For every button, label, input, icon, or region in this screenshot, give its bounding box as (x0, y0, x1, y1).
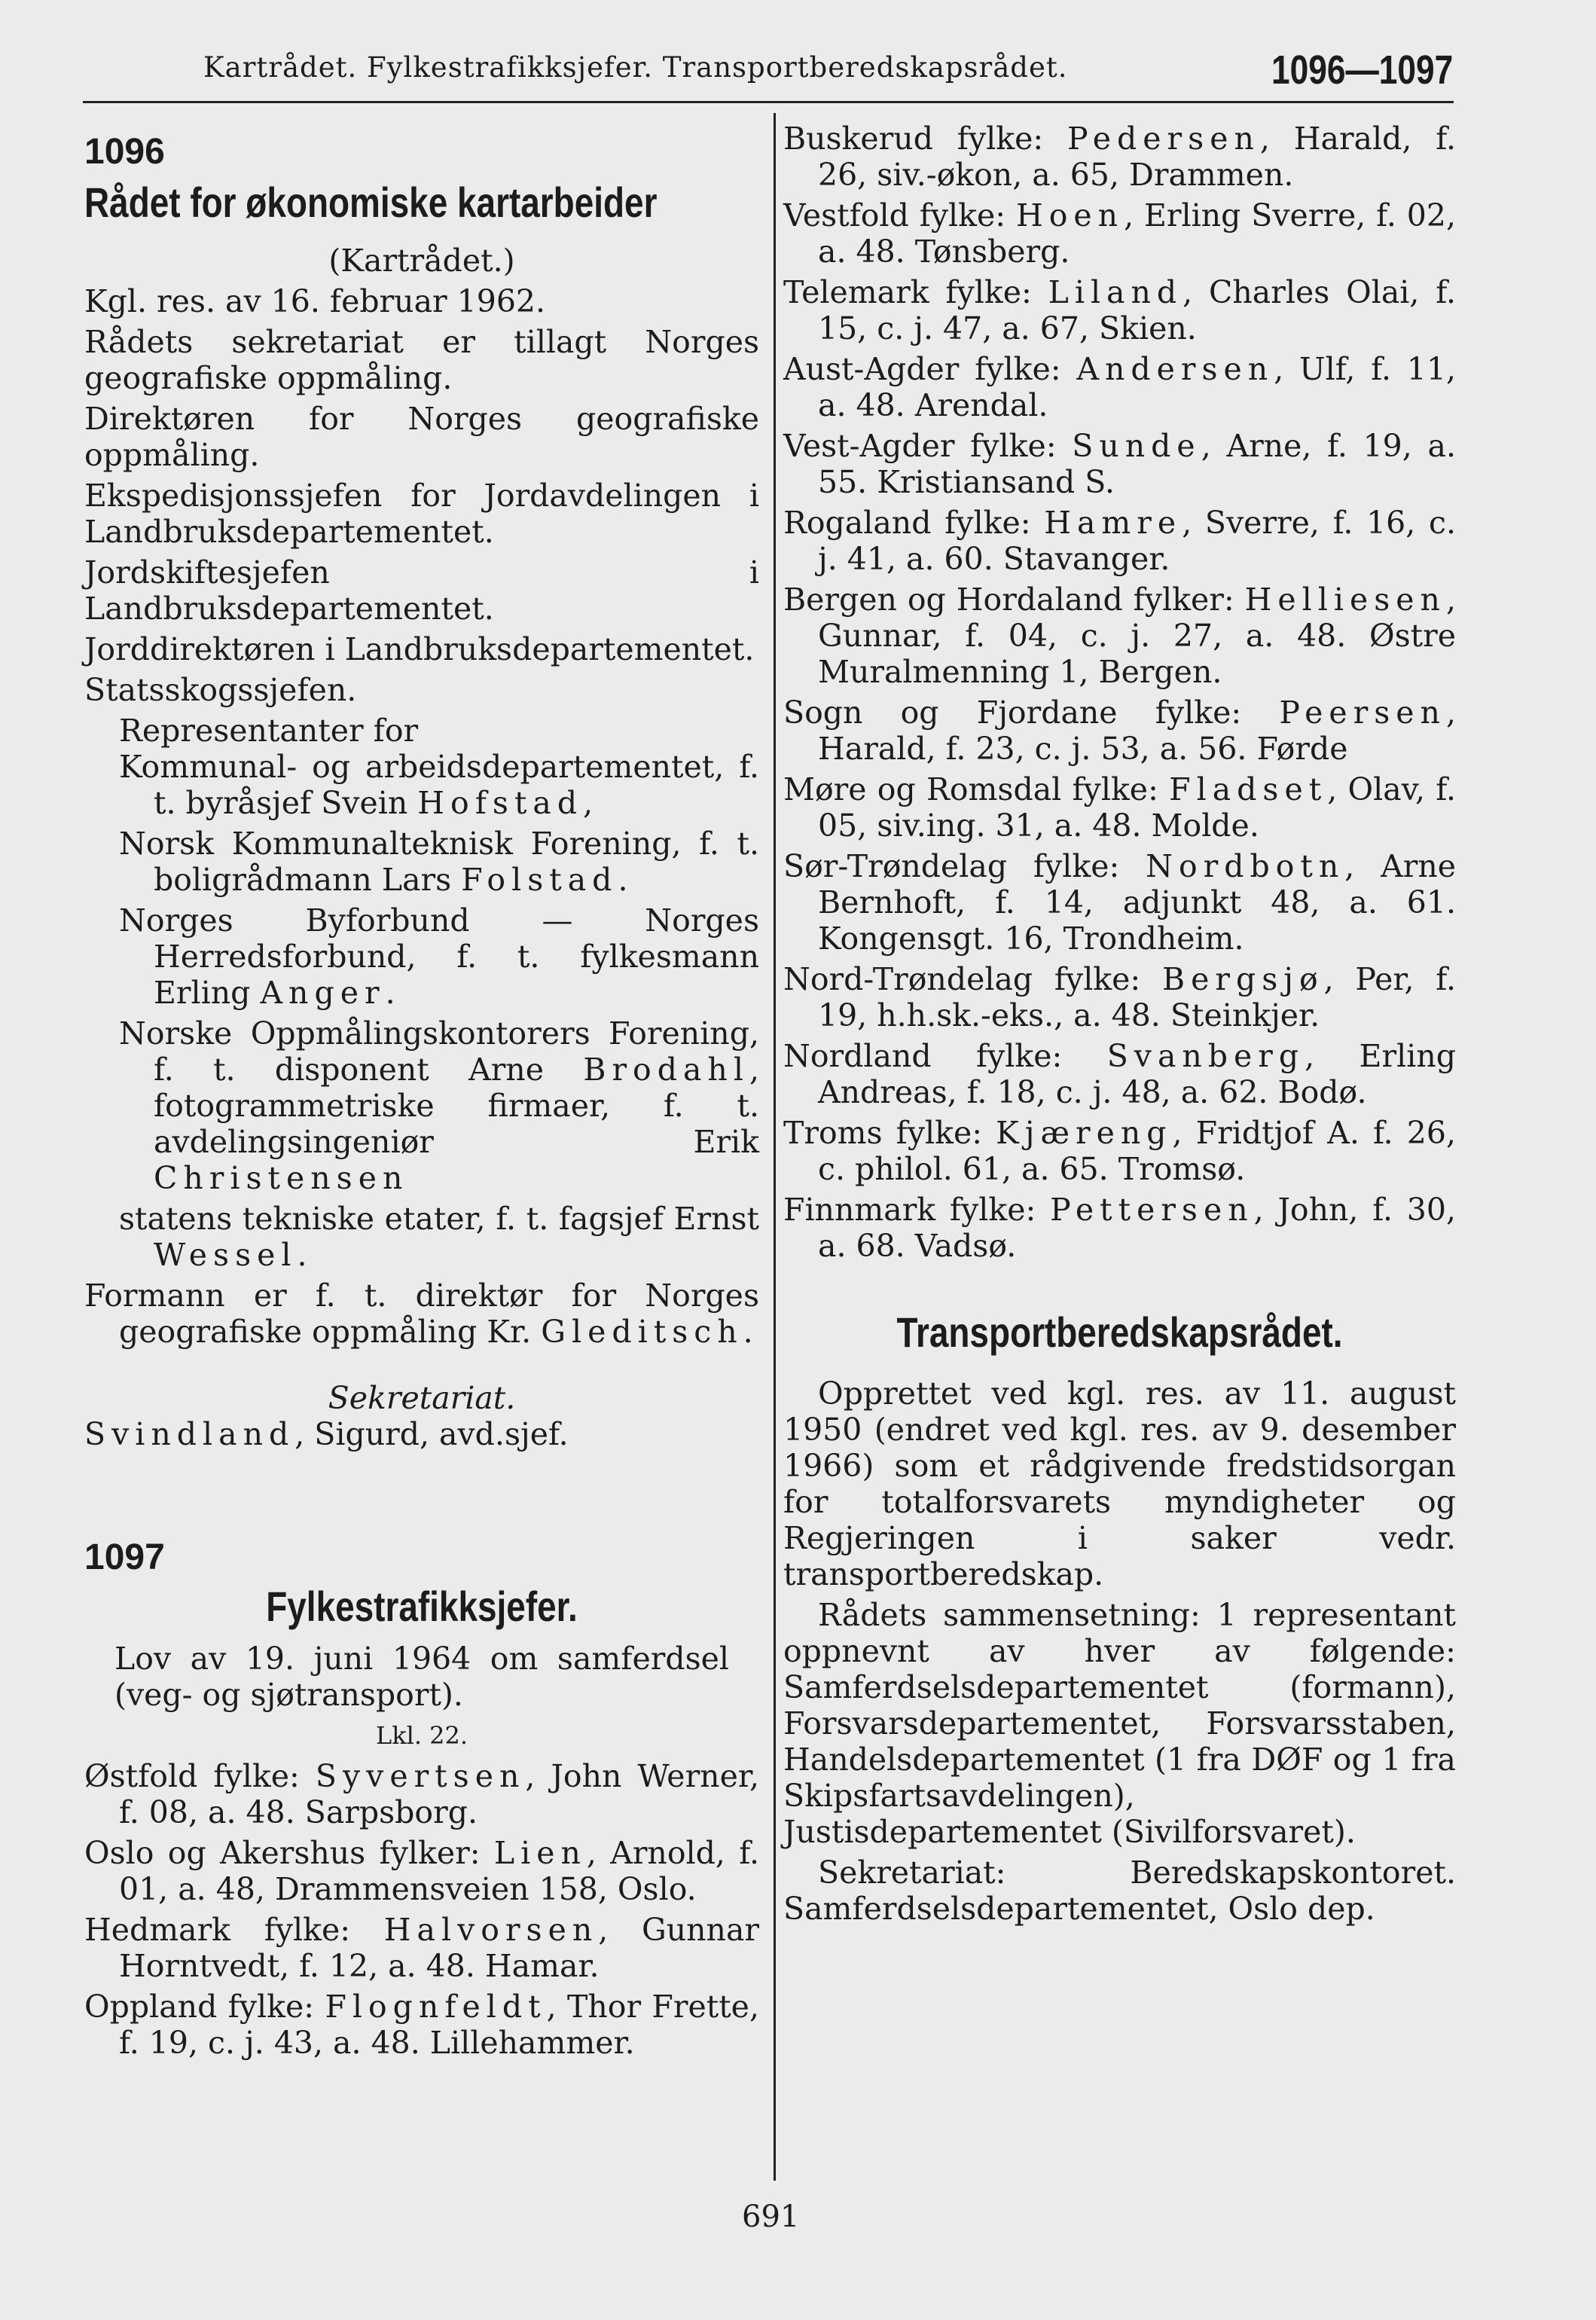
paragraph: Rådets sammensetning: 1 representant oppnevnt av hver av følgende: Samferdselsdepartementet (formann), Forsvarsdepartementet, Forsvarsstaben, Handelsdepartementet (1 fra DØF og 1 fra Skipsfartsavdelingen), Justisdepartementet (Sivilforsvaret). (783, 1597, 1456, 1850)
paragraph: Ekspedisjonssjefen for Jordavdelingen i Landbruksdepartementet. (84, 478, 759, 550)
left-column (84, 121, 759, 2065)
county-entry: Finnmark fylke: Pettersen, John, f. 30, a. 68. Vadsø. (783, 1192, 1456, 1264)
law-reference: Lov av 19. juni 1964 om samferdsel (veg- og sjøtransport). (114, 1641, 729, 1713)
paragraph: Opprettet ved kgl. res. av 11. august 1950 (endret ved kgl. res. av 9. desember 1966) som et rådgivende fredstidsorgan for totalforsvarets myndigheter og Regjeringen i saker vedr. transportberedskap. (783, 1375, 1456, 1592)
header-rule (83, 101, 1454, 103)
section-title-1096: Rådet for økonomiske kartarbeider (84, 179, 658, 226)
paragraph: Representanter for (119, 713, 419, 749)
county-entry: Oppland fylke: Flognfeldt, Thor Frette, f. 19, c. j. 43, a. 48. Lillehammer. (84, 1989, 759, 2061)
county-entry: Troms fylke: Kjæreng, Fridtjof A. f. 26, c. philol. 61, a. 65. Tromsø. (783, 1115, 1456, 1187)
county-entry: Vest-Agder fylke: Sunde, Arne, f. 19, a. 55. Kristiansand S. (783, 428, 1456, 500)
paragraph: Direktøren for Norges geografiske oppmåling. (84, 401, 759, 473)
county-entry: Østfold fylke: Syvertsen, John Werner, f. 08, a. 48. Sarpsborg. (84, 1758, 759, 1830)
paragraph: Sekretariat: Beredskapskontoret. Samferdselsdepartementet, Oslo dep. (783, 1854, 1456, 1927)
right-column (783, 121, 1456, 1931)
county-entry: Bergen og Hordaland fylker: Helliesen, Gunnar, f. 04, c. j. 27, a. 48. Østre Muralmenning 1, Bergen. (783, 582, 1456, 690)
column-divider (774, 113, 776, 2181)
paragraph: Rådets sekretariat er tillagt Norges geografiske oppmåling. (84, 324, 759, 396)
section-title-1097: Fylkestrafikksjefer. (266, 1583, 578, 1630)
county-entry: Nord-Trøndelag fylke: Bergsjø, Per, f. 19, h.h.sk.-eks., a. 48. Steinkjer. (783, 961, 1456, 1033)
secretariat-entry: Svindland, Sigurd, avd.sjef. (84, 1416, 569, 1452)
county-entry: Møre og Romsdal fylke: Fladset, Olav, f. 05, siv.ing. 31, a. 48. Molde. (783, 771, 1456, 844)
county-entry: Nordland fylke: Svanberg, Erling Andreas, f. 18, c. j. 48, a. 62. Bodø. (783, 1038, 1456, 1110)
county-entry: Sør-Trøndelag fylke: Nordbotn, Arne Bernhoft, f. 14, adjunkt 48, a. 61. Kongensgt. 16, Trondheim. (783, 848, 1456, 957)
section-number-1096: 1096 (84, 132, 165, 172)
chairman-paragraph: Formann er f. t. direktør for Norges geografiske oppmåling Kr. Gleditsch. (84, 1278, 759, 1350)
page-number: 691 (742, 2199, 800, 2234)
representative-entry: Norges Byforbund — Norges Herredsforbund, f. t. fylkesmann Erling Anger. (119, 902, 759, 1011)
section-number-1097: 1097 (84, 1537, 165, 1577)
running-head: Kartrådet. Fylkestrafikksjefer. Transportberedskapsrådet. (203, 51, 1068, 84)
county-entry: Aust-Agder fylke: Andersen, Ulf, f. 11, a. 48. Arendal. (783, 351, 1456, 423)
county-entry: Oslo og Akershus fylker: Lien, Arnold, f. 01, a. 48, Drammensveien 158, Oslo. (84, 1835, 759, 1907)
lkl-label: Lkl. 22. (375, 1721, 468, 1750)
county-entry: Buskerud fylke: Pedersen, Harald, f. 26, siv.-økon, a. 65, Drammen. (783, 121, 1456, 193)
paragraph: Jorddirektøren i Landbruksdepartementet. (84, 631, 755, 667)
folio: 1096—1097 (1271, 47, 1453, 93)
royal-resolution: Kgl. res. av 16. februar 1962. (84, 283, 546, 319)
paragraph: Statsskogssjefen. (84, 672, 357, 708)
section-title-transportberedskapsradet: Transportberedskapsrådet. (896, 1308, 1343, 1356)
county-entry: Hedmark fylke: Halvorsen, Gunnar Horntvedt, f. 12, a. 48. Hamar. (84, 1912, 759, 1984)
representative-entry: statens tekniske etater, f. t. fagsjef Ernst Wessel. (119, 1201, 759, 1273)
county-entry: Rogaland fylke: Hamre, Sverre, f. 16, c. j. 41, a. 60. Stavanger. (783, 505, 1456, 577)
county-entry: Sogn og Fjordane fylke: Peersen, Harald, f. 23, c. j. 53, a. 56. Førde (783, 694, 1456, 767)
representative-entry: Norsk Kommunalteknisk Forening, f. t. boligrådmann Lars Folstad. (119, 826, 759, 898)
county-entry: Vestfold fylke: Hoen, Erling Sverre, f. 02, a. 48. Tønsberg. (783, 197, 1456, 270)
representative-entry: Norske Oppmålingskontorers Forening, f. t. disponent Arne Brodahl, fotogrammetriske firmaer, f. t. avdelingsingeniør Erik Christensen (119, 1015, 759, 1196)
paragraph: Jordskiftesjefen i Landbruksdepartementet. (84, 554, 759, 627)
representative-entry: Kommunal- og arbeidsdepartementet, f. t. byråsjef Svein Hofstad, (119, 749, 759, 821)
secretariat-heading: Sekretariat. (328, 1380, 516, 1416)
county-entry: Telemark fylke: Liland, Charles Olai, f. 15, c. j. 47, a. 67, Skien. (783, 274, 1456, 346)
section-subtitle: (Kartrådet.) (328, 243, 515, 279)
